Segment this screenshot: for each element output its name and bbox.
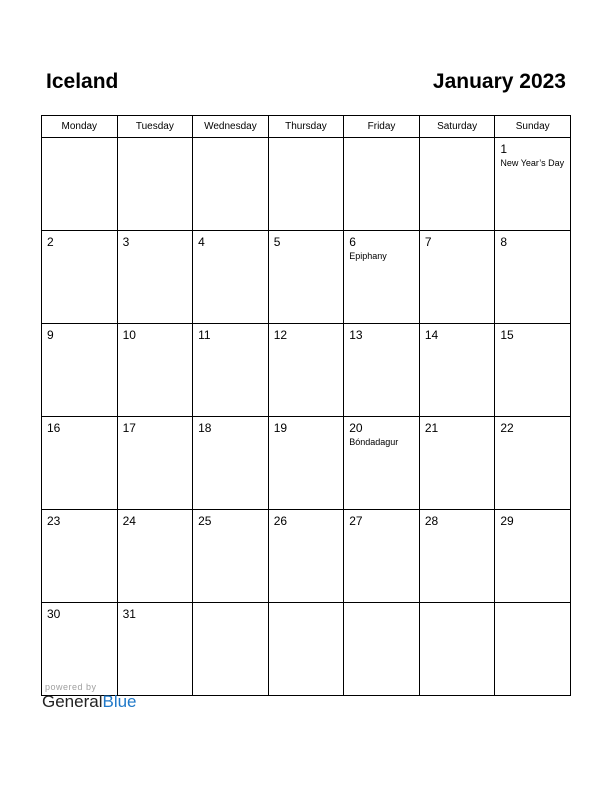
day-cell: [193, 231, 269, 324]
day-number: 14: [424, 328, 439, 342]
day-number: 30: [47, 607, 61, 621]
day-cell: [193, 324, 269, 417]
day-cell: [117, 324, 193, 417]
day-cell: [193, 510, 269, 603]
month-title: January 2023: [432, 70, 566, 93]
day-cell: [344, 138, 420, 231]
day-cell: [344, 603, 420, 696]
day-number: 19: [273, 421, 288, 435]
holiday-label: New Year’s Day: [500, 158, 565, 168]
day-cell: [419, 138, 495, 231]
day-cell: [42, 138, 118, 231]
day-number: 6: [349, 235, 356, 249]
week-row: [42, 324, 571, 417]
holiday-label: Bóndadagur: [349, 437, 399, 447]
day-number: 13: [349, 328, 363, 342]
day-number: 20: [349, 421, 363, 435]
day-cell: [42, 417, 118, 510]
day-number: 16: [47, 421, 61, 435]
day-cell: [268, 510, 344, 603]
day-cell: [495, 324, 571, 417]
holiday-label: Epiphany: [349, 251, 387, 261]
powered-by-text: powered by: [45, 682, 97, 692]
week-row: [42, 417, 571, 510]
day-cell: [495, 138, 571, 231]
day-number: 31: [122, 607, 136, 621]
day-number: 27: [349, 514, 363, 528]
day-cell: [117, 231, 193, 324]
day-number: 28: [424, 514, 439, 528]
day-cell: [419, 324, 495, 417]
day-number: 17: [122, 421, 136, 435]
week-row: [42, 138, 571, 231]
day-cell: [268, 138, 344, 231]
weekday-header: Friday: [344, 116, 420, 138]
day-number: 18: [198, 421, 212, 435]
weekday-header: Sunday: [495, 116, 571, 138]
day-cell: [268, 324, 344, 417]
day-cell: [344, 324, 420, 417]
day-number: 25: [198, 514, 212, 528]
day-cell: [268, 603, 344, 696]
day-cell: [193, 138, 269, 231]
day-number: 4: [198, 235, 205, 249]
footer-branding: [42, 682, 137, 712]
day-number: 7: [424, 235, 432, 249]
day-number: 9: [47, 328, 54, 342]
day-cell: [42, 231, 118, 324]
day-number: 23: [47, 514, 61, 528]
day-number: 3: [122, 235, 130, 249]
week-row: [42, 231, 571, 324]
day-number: 5: [273, 235, 281, 249]
weekday-header: Wednesday: [193, 116, 269, 138]
day-number: 22: [500, 421, 514, 435]
weekday-header: Tuesday: [117, 116, 193, 138]
day-cell: [268, 417, 344, 510]
calendar-grid: [41, 115, 571, 696]
day-cell: [419, 510, 495, 603]
day-cell: [344, 417, 420, 510]
weekday-header: Saturday: [419, 116, 495, 138]
day-number: 26: [273, 514, 288, 528]
day-cell: [344, 510, 420, 603]
day-number: 1: [500, 142, 508, 156]
day-cell: [495, 510, 571, 603]
brand-blue: Blue: [102, 692, 137, 711]
day-cell: [117, 417, 193, 510]
day-cell: [42, 324, 118, 417]
weekday-header: Monday: [42, 116, 118, 138]
day-number: 8: [500, 235, 508, 249]
week-row: [42, 510, 571, 603]
day-cell: [117, 138, 193, 231]
day-cell: [419, 417, 495, 510]
day-cell: [42, 510, 118, 603]
country-title: Iceland: [46, 70, 119, 93]
brand-logo[interactable]: [42, 692, 137, 712]
day-number: 10: [122, 328, 136, 342]
day-number: 12: [273, 328, 288, 342]
brand-general: General: [42, 692, 103, 711]
day-number: 2: [47, 235, 54, 249]
day-cell: [419, 603, 495, 696]
day-cell: [344, 231, 420, 324]
weekday-header-row: [42, 116, 571, 138]
day-number: 11: [198, 328, 211, 342]
day-number: 15: [500, 328, 514, 342]
day-number: 21: [424, 421, 439, 435]
day-cell: [193, 417, 269, 510]
day-cell: [193, 603, 269, 696]
day-cell: [495, 417, 571, 510]
calendar-header: [46, 70, 566, 100]
day-number: 24: [122, 514, 136, 528]
day-cell: [117, 510, 193, 603]
day-cell: [495, 603, 571, 696]
weekday-header: Thursday: [268, 116, 344, 138]
day-cell: [419, 231, 495, 324]
day-cell: [495, 231, 571, 324]
day-cell: [268, 231, 344, 324]
day-number: 29: [500, 514, 514, 528]
